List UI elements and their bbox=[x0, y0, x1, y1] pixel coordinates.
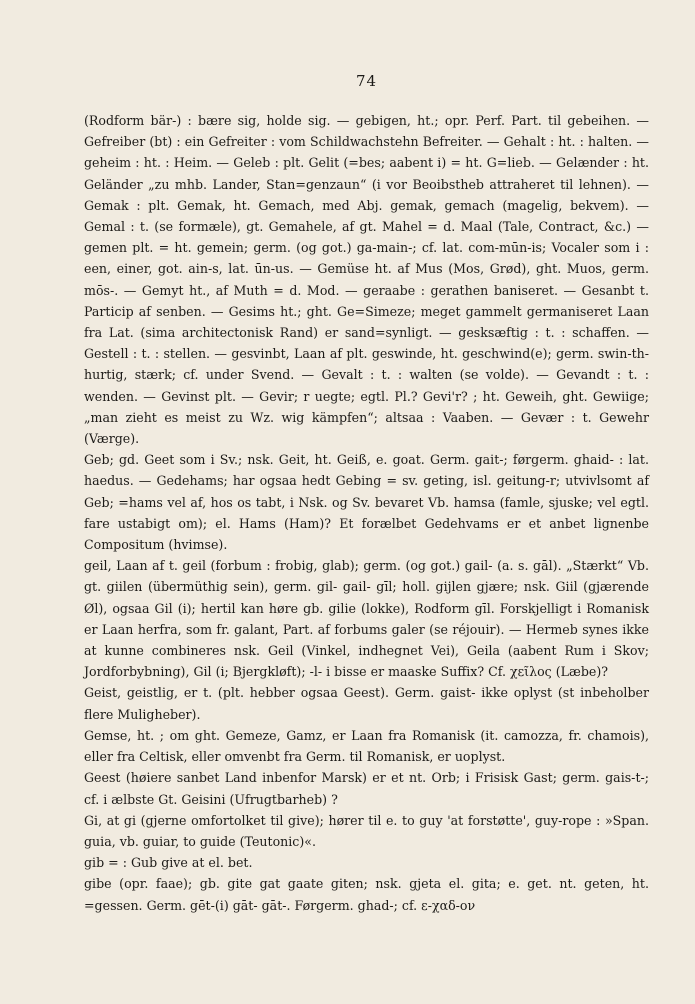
page-number: 74 bbox=[355, 72, 378, 90]
entry-block: gib = : Gub give at el. bet. bbox=[84, 855, 253, 871]
entry-block: gibe (opr. faae); gb. gite gat gaate giten; nsk. gjeta el. gita; e. get. nt. geten, ht. =gessen. Germ. gēt-(i) gāt- gāt-. Førgerm. ghad-; cf. ε-χαδ-ον bbox=[84, 876, 649, 913]
entry-block: Gi, at gi (gjerne omfortolket til give); hører til e. to guy 'at forstøtte', guy-rope : »Span. guia, vb. guiar, to guide (Teutonic)«. bbox=[84, 812, 649, 849]
entry-block: (Rodform bär-) : bære sig, holde sig. — gebigen, ht.; opr. Perf. Part. til gebeihen. — Gefreiber (bt) : ein Gefreiter : vom Schildwachstehn Befreiter. — Gehalt : ht. : halten. — geheim : ht. : Heim. — Geleb : plt. Gelit (=bes; aabent i) = ht. G=lieb. — Gelænder : ht. Geländer „zu mhb. Lander, Stan=genzaun“ (i vor Beoibstheb attraheret til lehnen). — Gemak : plt. Gemak, ht. Gemach, med Abj. gemak, gemach (magelig, bekvem). — Gemal : t. (se formæle), gt. Gemahele, af gt. Mahel = d. Maal (Tale, Contract, &c.) — gemen plt. = ht. gemein; germ. (og got.) ga-main-; cf. lat. com-mūn-is; Vocaler som i : een, einer, got. ain-s, lat. ūn-us. — Gemüse ht. af Mus (Mos, Grød), ght. Muos, germ. mōs-. — Gemyt ht., af Muth = d. Mod. — geraabe : gerathen baniseret. — Gesanbt t. Particip af senben. — Gesims ht.; ght. Ge=Simeze; meget gammelt germaniseret Laan fra Lat. (sima architectonisk Rand) er sand=synligt. — gesksæftig : t. : schaffen. — Gestell : t. : stellen. — gesvinbt, Laan af plt. geswinde, ht. geschwind(e); germ. swin-th- hurtig, stærk; cf. under Svend. — Gevalt : t. : walten (se volde). — Gevandt : t. : wenden. — Gevinst plt. — Gevir; r uegte; egtl. Pl.? Gevi'r? ; ht. Geweih, ght. Gewiige; „man zieht es meist zu Wz. wig kämpfen“; altsaa : Vaaben. — Gevær : t. Gewehr (Værge). bbox=[84, 113, 649, 447]
entry-block: Geist, geistlig, er t. (plt. hebber ogsaa Geest). Germ. gaist- ikke oplyst (st inbeholber flere Muligheber). bbox=[84, 685, 649, 722]
entry-block: geil, Laan af t. geil (forbum : frobig, glab); germ. (og got.) gail- (a. s. gāl). „Stærkt“ Vb. gt. giilen (übermüthig sein), germ. gil- gail- gīl; holl. gijlen gjære; nsk. Giil (gjærende Øl), ogsaa Gil (i); hertil kan høre gb. gilie (lokke), Rodform gīl. Forskjelligt i Romanisk er Laan herfra, som fr. galant, Part. af forbums galer (se réjouir). — Hermeb synes ikke at kunne combineres nsk. Geil (Vinkel, indhegnet Vei), Geila (aabent Rum i Skov; Jordforbybning), Gil (i; Bjergkløft); -l- i bisse er maaske Suffix? Cf. χεῖλος (Læbe)? bbox=[84, 558, 649, 680]
entry-block: Geest (høiere sanbet Land inbenfor Marsk) er et nt. Orb; i Frisisk Gast; germ. gais-t-; cf. i ælbste Gt. Geisini (Ufrugtbarheb) ? bbox=[84, 770, 649, 807]
entry-block: Geb; gd. Geet som i Sv.; nsk. Geit, ht. Geiß, e. goat. Germ. gait-; førgerm. ghaid- : lat. haedus. — Gedehams; har ogsaa hedt Gebing = sv. geting, isl. geitung-r; utvivlsomt af Geb; =hams vel af, hos os tabt, i Nsk. og Sv. bevaret Vb. hamsa (famle, sjuske; vel egtl. fare ustabigt om); el. Hams (Ham)? Et forælbet Gedehvams er et anbet lignenbe Compositum (hvimse). bbox=[84, 452, 649, 553]
entry-block: Gemse, ht. ; om ght. Gemeze, Gamz, er Laan fra Romanisk (it. camozza, fr. chamois), eller fra Celtisk, eller omvenbt fra Germ. til Romanisk, er uoplyst. bbox=[84, 727, 649, 765]
dictionary-text bbox=[84, 110, 649, 916]
